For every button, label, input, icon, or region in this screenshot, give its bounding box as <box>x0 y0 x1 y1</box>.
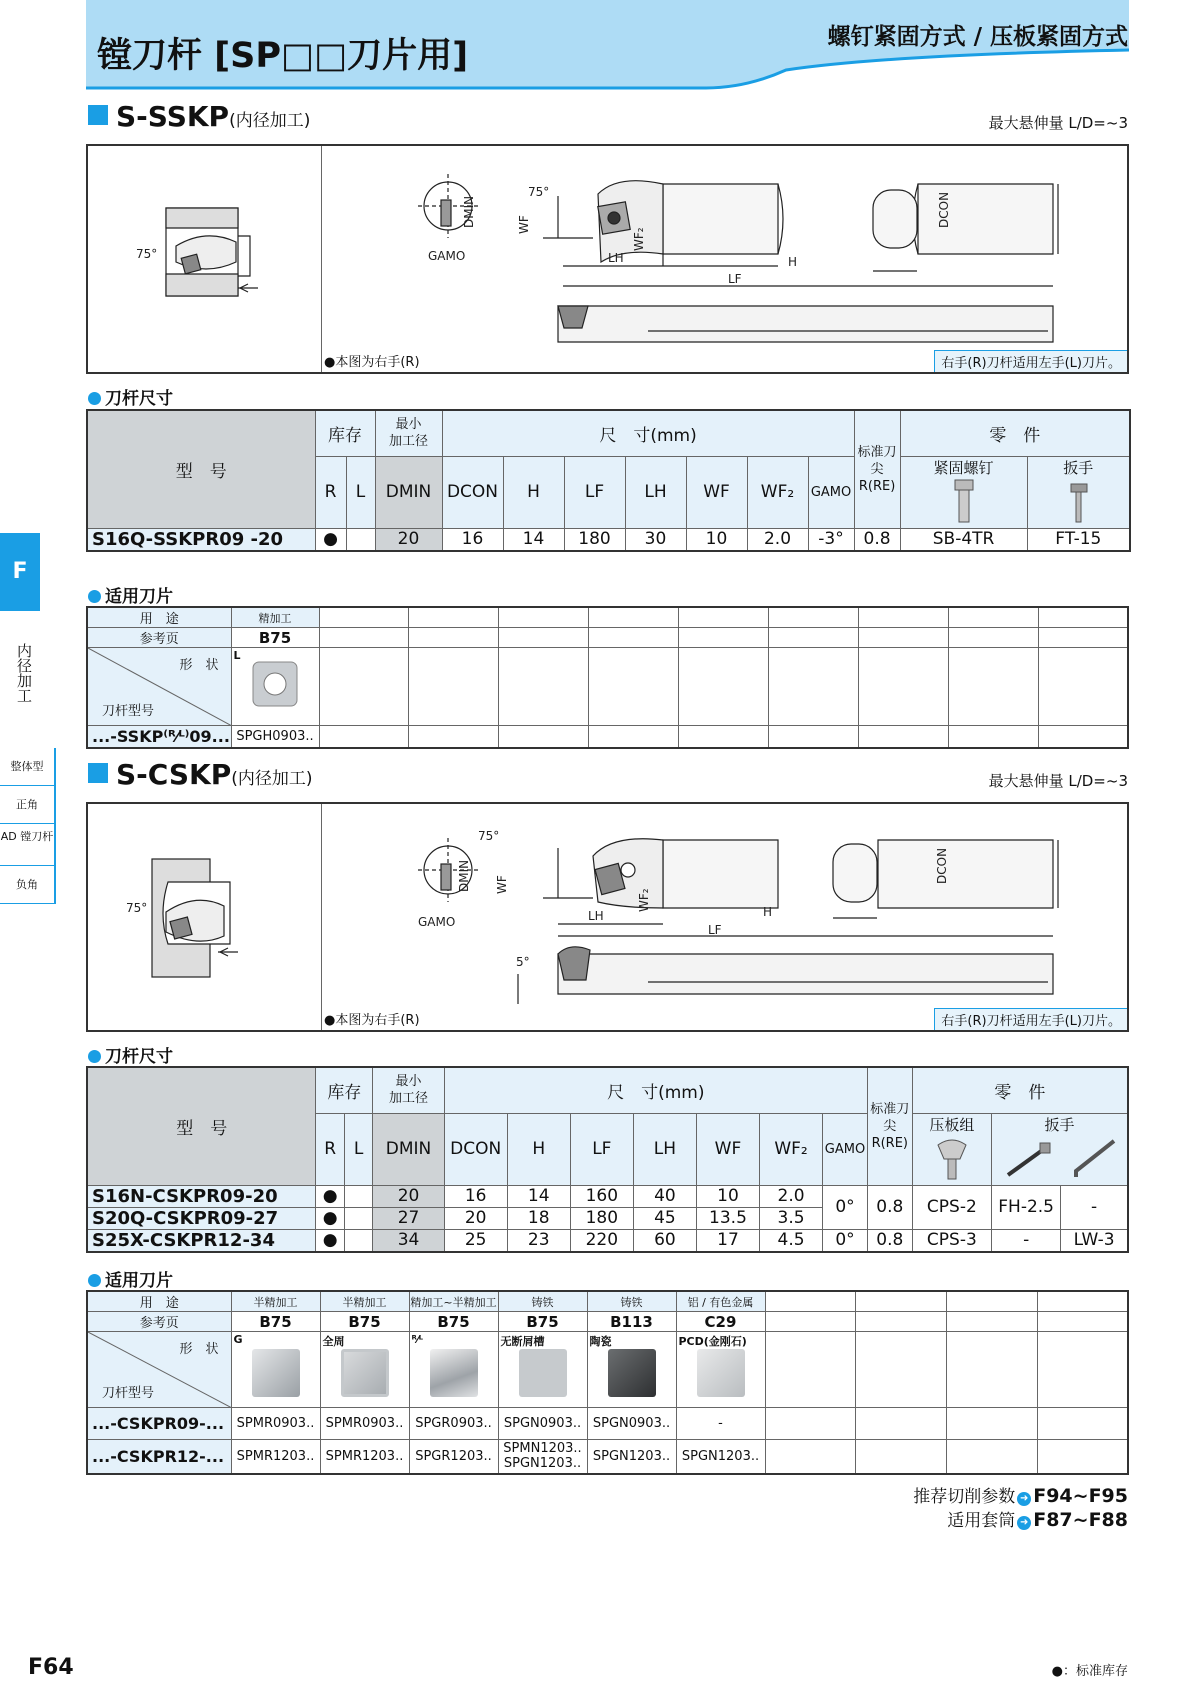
sskp-overhang: 最大悬伸量 L/D=~3 <box>988 114 1128 132</box>
sskp-insert-title: 适用刀片 <box>88 582 173 607</box>
section-cskp-title: S-CSKP(内径加工) <box>88 758 313 791</box>
bullet-icon <box>88 392 101 405</box>
svg-text:5°: 5° <box>516 955 530 969</box>
svg-text:LH: LH <box>588 909 604 923</box>
sidebar-letter[interactable]: F <box>0 533 40 611</box>
svg-text:LF: LF <box>728 272 742 286</box>
sskp-note-right: 右手(R)刀杆适用左手(L)刀片。 <box>934 350 1127 372</box>
section-marker-icon <box>88 105 108 125</box>
sskp-insert-table: 用 途 精加工 参考页 B75 形 状 刀杆型号 L ...-SSKP⁽ᴿ⁄ᴸ⁾09... SPGH0903.. <box>86 606 1129 749</box>
svg-text:H: H <box>788 255 798 269</box>
table-row: S25X-CSKPR12-34 ● 34 25 23 220 60 17 4.5 0° 0.8 CPS-3 - LW-3 <box>87 1229 1128 1252</box>
section-sskp-title: S-SSKP(内径加工) <box>88 100 310 133</box>
table-row: S16Q-SSKPR09 -20 ● 20 16 14 180 30 10 2.0 -3° 0.8 SB-4TR FT-15 <box>87 528 1130 551</box>
arrow-right-icon: ➜ <box>1017 1516 1031 1530</box>
wrench-icon <box>1063 478 1093 524</box>
sidebar-tab-negative[interactable]: 负角 <box>0 866 56 904</box>
table-row: S16N-CSKPR09-20 ● 20 16 14 160 40 10 2.0 0° 0.8 CPS-2 FH-2.5 - <box>87 1185 1128 1207</box>
svg-text:WF: WF <box>517 215 531 234</box>
cskp-diagram <box>86 802 1129 1032</box>
model-header: 型 号 <box>87 410 315 528</box>
svg-text:75°: 75° <box>528 185 550 199</box>
svg-text:75°: 75° <box>126 901 148 915</box>
svg-text:DCON: DCON <box>937 191 951 228</box>
cskp-note-left: ●本图为右手(R) <box>324 1013 420 1028</box>
insert-pcd-icon <box>697 1349 745 1397</box>
sidebar <box>0 533 56 903</box>
cskp-dim-title: 刀杆尺寸 <box>88 1042 173 1067</box>
sskp-diagram <box>86 144 1129 374</box>
svg-text:LH: LH <box>608 251 624 265</box>
insert-spmr-icon <box>341 1349 389 1397</box>
sskp-dim-title: 刀杆尺寸 <box>88 384 173 409</box>
page-number: F64 <box>28 1655 74 1680</box>
stock-legend: ●：标准库存 <box>1051 1664 1128 1679</box>
cskp-overhang: 最大悬伸量 L/D=~3 <box>988 772 1128 790</box>
screw-icon <box>949 478 979 524</box>
wrench-icon <box>1000 1135 1120 1181</box>
insert-spgn-icon <box>519 1349 567 1397</box>
svg-text:DCON: DCON <box>935 847 949 884</box>
svg-text:WF₂: WF₂ <box>637 888 651 912</box>
svg-text:GAMO: GAMO <box>428 249 466 263</box>
insert-spgr-icon <box>430 1349 478 1397</box>
bullet-icon <box>88 590 101 603</box>
sidebar-tab-ad[interactable]: AD 镗刀杆 <box>0 824 56 866</box>
svg-text:DMIN: DMIN <box>462 195 476 228</box>
insert-spmr-g-icon <box>252 1349 300 1397</box>
cskp-drawing <box>88 804 1127 1030</box>
cskp-note-right: 右手(R)刀杆适用左手(L)刀片。 <box>934 1008 1127 1030</box>
sskp-drawing <box>88 146 1127 372</box>
section-marker-icon <box>88 763 108 783</box>
sleeve-link[interactable]: 适用套筒 ➜ F87~F88 <box>947 1509 1128 1531</box>
sidebar-tab-positive[interactable]: 正角 <box>0 786 56 824</box>
clamp-set-icon <box>932 1135 972 1181</box>
svg-text:GAMO: GAMO <box>418 915 456 929</box>
bullet-icon <box>88 1274 101 1287</box>
svg-text:75°: 75° <box>478 829 500 843</box>
cskp-insert-title: 适用刀片 <box>88 1266 173 1291</box>
sidebar-tab-solid[interactable]: 整体型 <box>0 748 56 786</box>
cutting-params-link[interactable]: 推荐切削参数 ➜ F94~F95 <box>913 1485 1128 1507</box>
svg-text:H: H <box>763 905 773 919</box>
cskp-insert-table: 用 途 半精加工 半精加工 精加工~半精加工 铸铁 铸铁 铝 / 有色金属 参考页 B75 B75 B75 B75 B113 C29 形 状 刀杆型号 G 全周 ᴿ⁄ᴸ 无断屑槽 陶瓷 PCD(金刚石) ...-CSKPR09-... SPMR0903.. SPMR0903.. SPGR0903.. SPGN0903.. SPGN0903.. - ...-CSKPR12-... SPMR1203.. SPMR1203.. SPGR1203.. SPMN1203.. SPGN1203.. SPGN1203.. SPGN1203.. <box>86 1290 1129 1475</box>
header-subtitle: 螺钉紧固方式 / 压板紧固方式 <box>827 24 1128 50</box>
svg-text:LF: LF <box>708 923 722 937</box>
svg-text:DMIN: DMIN <box>457 859 471 892</box>
sskp-note-left: ●本图为右手(R) <box>324 355 420 370</box>
table-row: S20Q-CSKPR09-27 ● 27 20 18 180 45 13.5 3.5 <box>87 1207 1128 1229</box>
svg-text:WF: WF <box>495 875 509 894</box>
insert-ceramic-icon <box>608 1349 656 1397</box>
svg-text:75°: 75° <box>136 247 158 261</box>
arrow-right-icon: ➜ <box>1017 1492 1031 1506</box>
cskp-dimension-table: 型 号 库存 最小 加工径 尺 寸(mm) 标准刀尖R(RE) 零 件 R L DMIN DCON H LF LH WF WF₂ GAMO 压板组 扳手 S16N-CSKPR09-20 ● 20 16 14 160 40 10 2.0 0° 0.8 CPS-2 FH-2.5 - S20Q-CSKPR09-27 ● 27 20 18 180 45 13.5 3.5 S25X-CSKPR12-34 ● 34 25 23 220 60 17 4.5 0° 0.8 CPS-3 - LW-3 <box>86 1066 1129 1253</box>
insert-spgh-icon <box>250 659 300 709</box>
page-title: 镗刀杆 [SP□□刀片用] <box>97 36 469 76</box>
model-header: 型 号 <box>87 1067 316 1185</box>
sskp-dimension-table: 型 号 库存 最小 加工径 尺 寸(mm) 标准刀尖R(RE) 零 件 R L DMIN DCON H LF LH WF WF₂ GAMO 紧固螺钉 扳手 S16Q-SSKPR09 -20 ● 20 16 14 180 30 10 2.0 -3° 0.8 SB-4TR FT-15 <box>86 409 1131 552</box>
bullet-icon <box>88 1050 101 1063</box>
sidebar-vertical-label: 内径加工 <box>15 643 33 703</box>
svg-text:WF₂: WF₂ <box>632 227 646 251</box>
